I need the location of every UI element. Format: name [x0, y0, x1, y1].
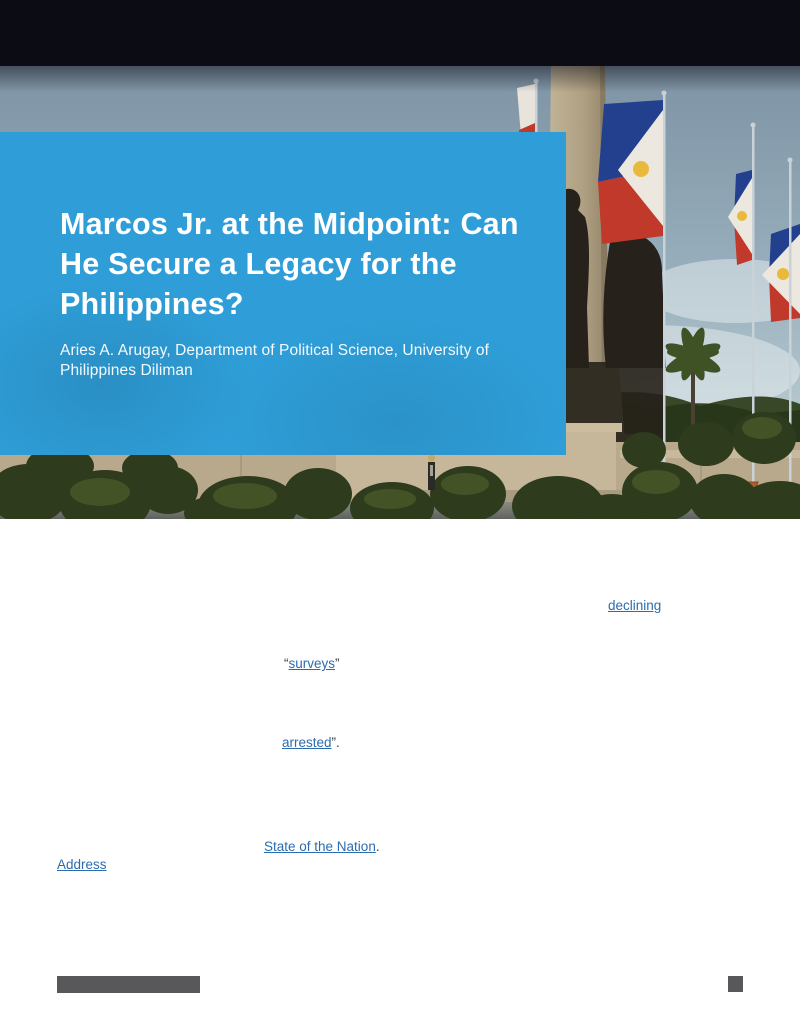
body-link-fragment-3	[282, 735, 340, 751]
fragment-prefix: “	[284, 656, 289, 671]
article-byline: Aries A. Arugay, Department of Political Science, University of Philippines Diliman	[60, 342, 489, 379]
body-link-fragment-5	[57, 857, 107, 873]
footer-wordmark-bar	[57, 976, 200, 993]
flag-large	[598, 100, 663, 244]
body-link-fragment-2	[284, 656, 340, 672]
fragment-suffix: ”.	[331, 735, 340, 750]
title-card	[0, 132, 566, 455]
inline-link-surveys[interactable]: surveys	[288, 656, 336, 671]
inline-link-address[interactable]: Address	[57, 857, 107, 872]
top-vignette	[0, 66, 800, 92]
inline-link-arrested[interactable]: arrested	[282, 735, 332, 750]
inline-link-state-of-the-nation[interactable]: State of the Nation	[264, 839, 376, 854]
article-title: Marcos Jr. at the Midpoint: Can He Secure a Legacy for the Philippines?	[60, 207, 519, 321]
body-link-fragment-1	[608, 598, 661, 614]
body-link-fragment-4	[264, 839, 380, 855]
sentry-figure	[428, 455, 435, 491]
fragment-suffix: ”	[335, 656, 340, 671]
fragment-suffix: .	[375, 839, 380, 854]
top-nav-bar	[0, 0, 800, 66]
inline-link-declining[interactable]: declining	[608, 598, 662, 613]
footer-icon-square	[728, 976, 743, 992]
